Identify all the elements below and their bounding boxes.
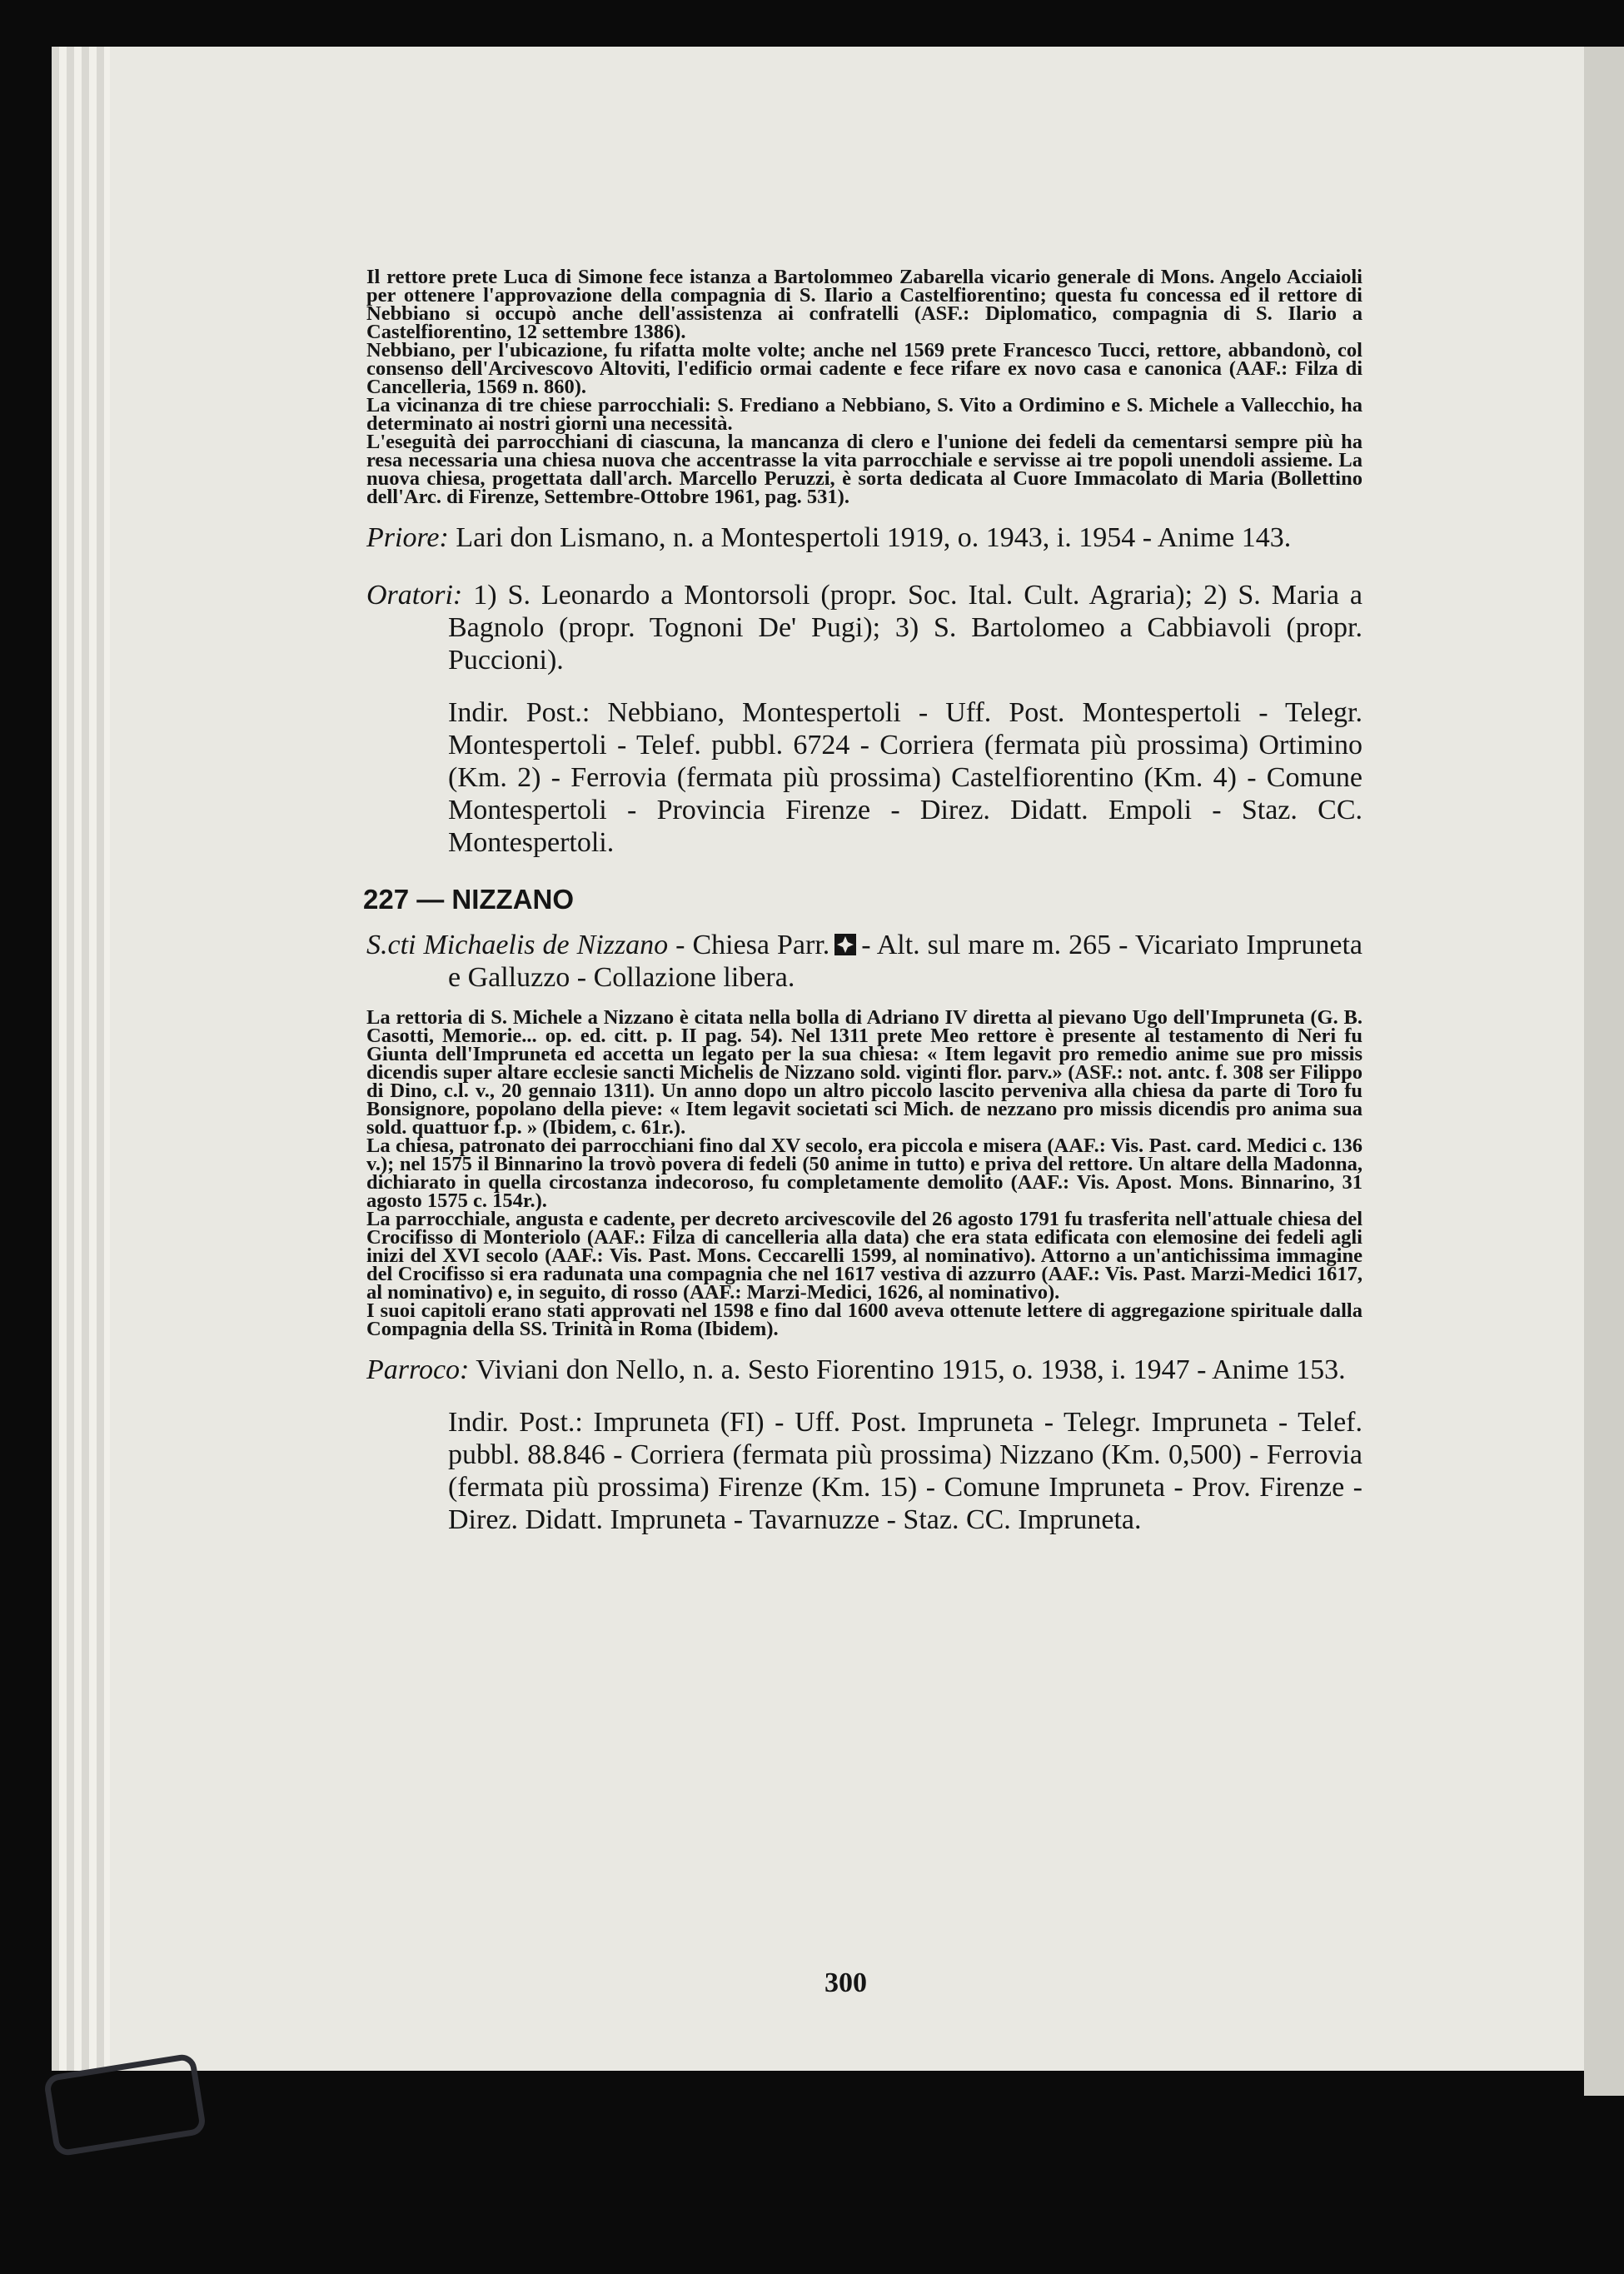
nizzano-notes bbox=[366, 1006, 1362, 1340]
note-paragraph: La chiesa, patronato dei parrocchiani fino dal XV secolo, era piccola e misera (AAF.: Vis. Past. card. Medici c. 136 v.); nel 1575 il Binnarino la trovò povera di fedeli (50 anime in tutto) e priva del rettore. Un altare della Madonna, dichiarato in quella circostanza indecoroso, fu completamente demolito (AAF.: Vis. Apost. Mons. Binnarino, 31 agosto 1575 c. 154r.). bbox=[366, 1135, 1362, 1212]
note-paragraph: L'eseguità dei parrocchiani di ciascuna, la mancanza di clero e l'unione dei fedeli da cementarsi sempre più ha resa necessaria una chiesa nuova che accentrasse la vita parrocchiale e servisse ai tre popoli unendoli assieme. La nuova chiesa, progettata dall'arch. Marcello Peruzzi, è sorta dedicata al Cuore Immacolato di Maria (Bollettino dell'Arc. di Firenze, Settembre-Ottobre 1961, pag. 531). bbox=[366, 431, 1362, 508]
note-paragraph: La rettoria di S. Michele a Nizzano è citata nella bolla di Adriano IV diretta al pievano Ugo dell'Impruneta (G. B. Casotti, Memorie... op. ed. citt. p. II pag. 54). Nel 1311 prete Meo rettore è presente al testamento di Neri fu Giunta dell'Impruneta ed accetta un legato per la sua chiesa: « Item legavit pro remedio anime sue pro missis dicendis super altare ecclesie sancti Michelis de Nizzano sold. viginti flor. parv.» (ASF.: not. antc. f. 308 ser Filippo di Dino, c.l. v., 20 gennaio 1311). Un anno dopo un altro piccolo lascito perveniva alla chiesa da parte di Toro fu Bonsignore, popolano della pieve: « Item legavit societati sci Mich. de nezzano pro missis dicendis pro anima sua sold. quattuor f.p. » (Ibidem, c. 61r.). bbox=[366, 1006, 1362, 1139]
nebbiano-postal-info: Indir. Post.: Nebbiano, Montespertoli - Uff. Post. Montespertoli - Telegr. Montespertoli - Telef. pubbl. 6724 - Corriera (fermata più prossima) Ortimino (Km. 2) - Ferrovia (fermata più prossima) Castelfiorentino (Km. 4) - Comune Montespertoli - Provincia Firenze - Direz. Didatt. Empoli - Staz. CC. Montespertoli. bbox=[448, 697, 1362, 858]
nizzano-church-entry bbox=[366, 929, 1362, 994]
section-heading: 227 — NIZZANO bbox=[363, 884, 575, 915]
latin-name: S.cti Michaelis de Nizzano bbox=[366, 930, 669, 960]
parroco-text: Viviani don Nello, n. a. Sesto Fiorentino 1915, o. 1938, i. 1947 - Anime 153. bbox=[476, 1354, 1346, 1385]
page-content bbox=[363, 266, 1362, 1536]
page-number: 300 bbox=[824, 1967, 867, 1998]
priore-label: Priore: bbox=[366, 522, 449, 553]
note-paragraph: Nebbiano, per l'ubicazione, fu rifatta molte volte; anche nel 1569 prete Francesco Tucci, rettore, abbandonò, col consenso dell'Arcivescovo Altoviti, l'edificio ormai cadente e fece rifare ex novo casa e canonica (AAF.: Filza di Cancelleria, 1569 n. 860). bbox=[366, 339, 1362, 398]
note-paragraph: I suoi capitoli erano stati approvati nel 1598 e fino dal 1600 aveva ottenute lettere di aggregazione spirituale dalla Compagnia della SS. Trinità in Roma (Ibidem). bbox=[366, 1299, 1362, 1340]
priore-entry bbox=[366, 521, 1362, 554]
church-type: - Chiesa Parr. bbox=[675, 930, 830, 960]
nebbiano-notes bbox=[366, 268, 1362, 506]
note-paragraph: Il rettore prete Luca di Simone fece istanza a Bartolommeo Zabarella vicario generale di Mons. Angelo Acciaioli per ottenere l'approvazione della compagnia di S. Ilario a Castelfiorentino; questa fu concessa ed il rettore di Nebbiano si occupò anche dell'assistenza ai confratelli (ASF.: Diplomatico, compagnia di S. Ilario a Castelfiorentino, 12 settembre 1386). bbox=[366, 266, 1362, 343]
parroco-entry bbox=[366, 1354, 1362, 1386]
priore-text: Lari don Lismano, n. a Montespertoli 1919, o. 1943, i. 1954 - Anime 143. bbox=[456, 522, 1292, 553]
oratori-label: Oratori: bbox=[366, 580, 463, 611]
oratori-entry bbox=[366, 579, 1362, 676]
nizzano-postal-info: Indir. Post.: Impruneta (FI) - Uff. Post. Impruneta - Telegr. Impruneta - Telef. pubbl. 88.846 - Corriera (fermata più prossima) Nizzano (Km. 0,500) - Ferrovia (fermata più prossima) Firenze (Km. 15) - Comune Impruneta - Prov. Firenze - Direz. Didatt. Impruneta - Tavarnuzze - Staz. CC. Impruneta. bbox=[448, 1407, 1362, 1535]
maltese-cross-icon bbox=[834, 934, 856, 955]
parroco-label: Parroco: bbox=[366, 1354, 470, 1385]
oratori-text: 1) S. Leonardo a Montorsoli (propr. Soc. Ital. Cult. Agraria); 2) S. Maria a Bagnolo (propr. Tognoni De' Pugi); 3) S. Bartolomeo a Cabbiavoli (propr. Puccioni). bbox=[448, 580, 1362, 676]
next-page-edge bbox=[1584, 47, 1624, 2096]
note-paragraph: La vicinanza di tre chiese parrocchiali: S. Frediano a Nebbiano, S. Vito a Ordimino e S. Michele a Vallecchio, ha determinato ai nostri giorni una necessità. bbox=[366, 394, 1362, 435]
page-edges bbox=[52, 47, 110, 2071]
church-info: - Alt. sul mare m. 265 - Vicariato Impruneta e Galluzzo - Collazione libera. bbox=[448, 930, 1362, 993]
note-paragraph: La parrocchiale, angusta e cadente, per decreto arcivescovile del 26 agosto 1791 fu trasferita nell'attuale chiesa del Crocifisso di Monteriolo (AAF.: Filza di cancelleria alla data) che era stata edificata con elemosine dei fedeli agli inizi del XVI secolo (AAF.: Vis. Past. Mons. Ceccarelli 1599, al nominativo). Attorno a un'antichissima immagine del Crocifisso si era radunata una compagnia che nel 1617 vestiva di azzurro (AAF.: Vis. Past. Marzi-Medici 1617, al nominativo) e, in seguito, di rosso (AAF.: Marzi-Medici, 1626, al nominativo). bbox=[366, 1208, 1362, 1304]
